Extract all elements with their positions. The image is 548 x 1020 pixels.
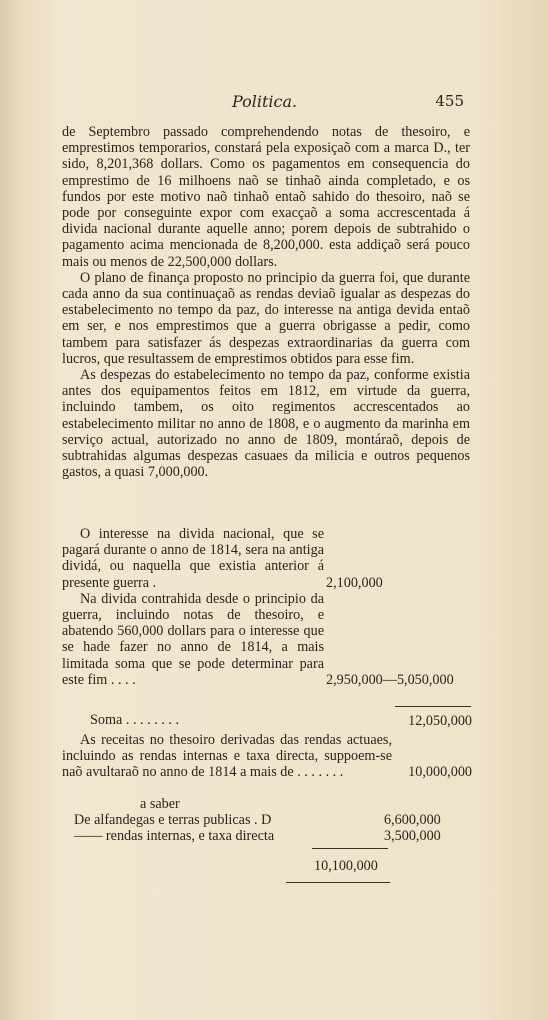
sum-row bbox=[62, 712, 472, 729]
ledger-amount: 2,100,000 bbox=[326, 574, 383, 591]
body-text bbox=[62, 124, 470, 480]
ledger-item-text: Na divida contrahida desde o principio da guerra, incluindo notas de thesoiro, e abatendo 560,000 dollars para o interesse que se hade fazer no anno de 1814, a mais limitada soma que se pode determinar para este fim . . . . bbox=[62, 590, 324, 688]
paragraph: As despezas do estabelecimento no tempo da paz, conforme existia antes dos equipamentos feitos em 1812, em virtude da guerra, incluindo tambem, os oito regimentos accrescentados ao estabelecimento militar no anno de 1808, e o augmento da marinha em serviço actual, autorizado no anno de 1809, montáraõ, depois de subtrahidas algumas despezas casuaes da milicia e outros pequenos gastos, a quasi 7,000,000. bbox=[62, 367, 470, 481]
rule-line bbox=[312, 848, 388, 849]
revenue-text: As receitas no thesoiro derivadas das rendas actuaes, incluindo as rendas internas e taxa directa, suppoem-se naõ avultaraõ no anno de 1814 a mais de . . . . . . . bbox=[62, 732, 392, 781]
breakdown-label: —— rendas internas, e taxa directa bbox=[74, 828, 275, 844]
total-amount: 10,100,000 bbox=[314, 858, 378, 874]
paragraph: de Septembro passado comprehendendo notas de thesoiro, e emprestimos temporarios, constará pela exposiçaõ com a marca D., ter sido, 8,201,368 dollars. Como os pagamentos em consequencia do emprestimo de 16 milhoens naõ se tinhaõ ainda completado, e os fundos por este motivo naõ tinhaõ entaõ sahido do thesoiro, naõ se pode por conseguinte expor com exacçaõ a soma accrescentada á divida nacional durante aquelle anno; porem depois de subtrahido o pagamento acima mencionada de 8,200,000. esta addiçaõ será pouco mais ou menos de 22,500,000 dollars. bbox=[62, 124, 470, 270]
sum-label: Soma . . . . . . . . bbox=[90, 712, 180, 728]
ledger-row bbox=[62, 526, 472, 591]
paragraph: O plano de finança proposto no principio da guerra foi, que durante cada anno da sua continuaçaõ as rendas deviaõ igualar as despezas do estabelecimento no tempo da paz, do interesse na antiga devida entaõ em ser, e nos emprestimos que a guerra obrigasse a pedir, como tambem para satisfazer ás despezas extraordinarias da guerra com lucros, que resultassem de emprestimos obtidos para esse fim. bbox=[62, 269, 470, 367]
revenue-row bbox=[62, 732, 472, 781]
revenue-amount: 10,000,000 bbox=[408, 764, 472, 781]
breakdown-label: De alfandegas e terras publicas . D bbox=[74, 812, 272, 828]
ledger-row bbox=[62, 591, 472, 688]
breakdown-amount: 3,500,000 bbox=[384, 828, 441, 844]
running-head: Politica. bbox=[232, 92, 298, 111]
rule-line bbox=[395, 706, 471, 707]
ledger-item-text: O interesse na divida nacional, que se pagará durante o anno de 1814, sera na antiga dividá, ou naquella que existia anterior á presente guerra . bbox=[62, 526, 324, 591]
breakdown bbox=[62, 796, 472, 844]
budget-ledger bbox=[62, 526, 472, 688]
rule-line bbox=[286, 882, 390, 883]
a-saber-label: a saber bbox=[140, 796, 180, 812]
breakdown-amount: 6,600,000 bbox=[384, 812, 441, 828]
ledger-amount: 2,950,000—5,050,000 bbox=[326, 671, 454, 688]
sum-amount: 12,050,000 bbox=[408, 712, 472, 729]
page-number: 455 bbox=[435, 92, 464, 110]
page-header bbox=[60, 92, 470, 114]
